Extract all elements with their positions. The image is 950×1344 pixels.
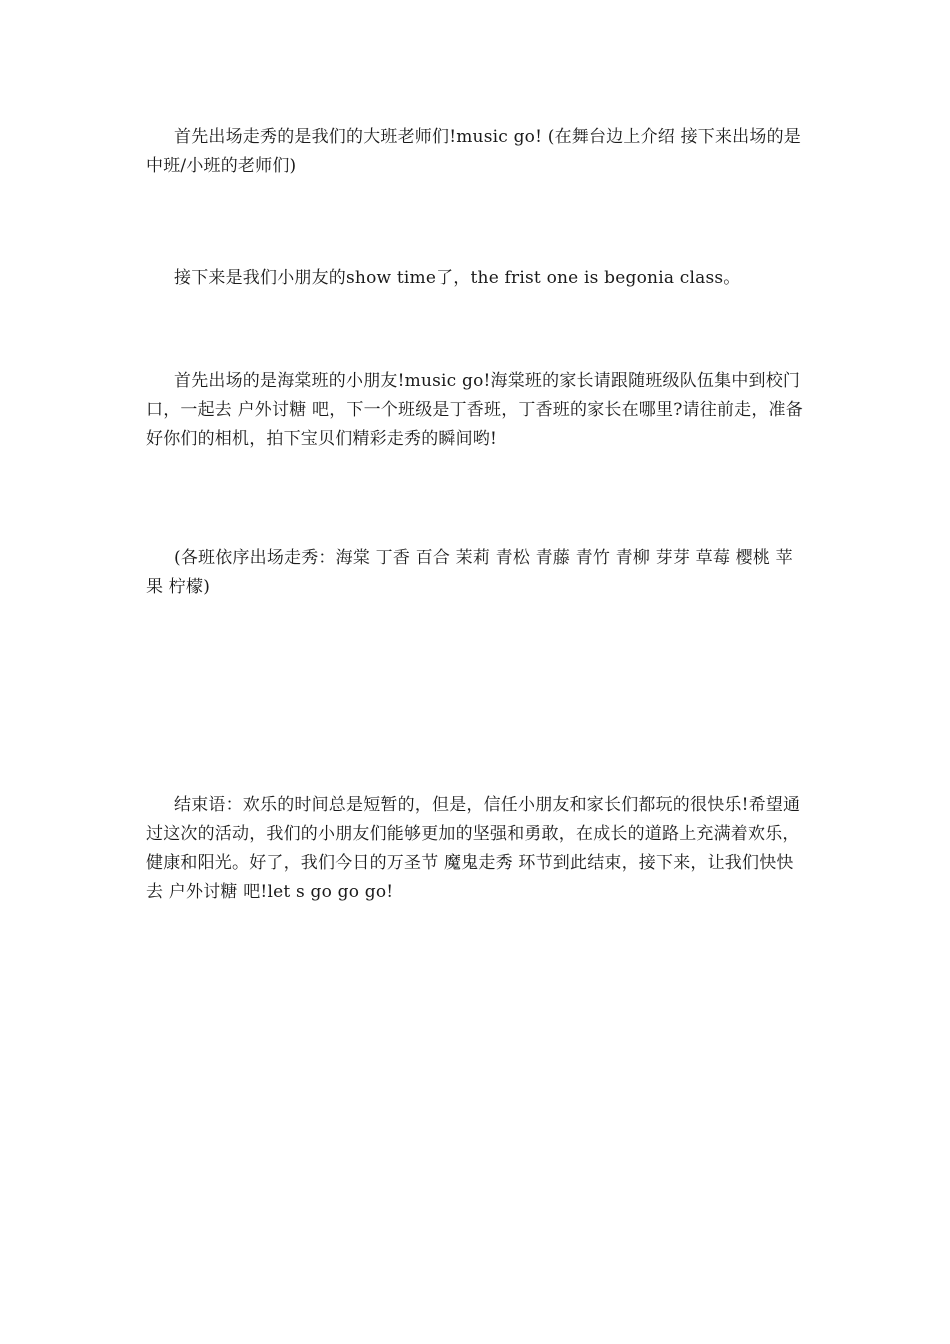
paragraph-closing-remarks: 结束语：欢乐的时间总是短暂的，但是，信任小朋友和家长们都玩的很快乐!希望通过这次的活动，我们的小朋友们能够更加的坚强和勇敢，在成长的道路上充满着欢乐，健康和阳光。好了，我们今日的万圣节 魔鬼走秀 环节到此结束，接下来，让我们快快去 户外讨糖 吧!let s go go go!: [146, 795, 801, 902]
paragraph-show-time: 接下来是我们小朋友的show time了，the frist one is begonia class。: [174, 268, 741, 288]
paragraph-teacher-runway: 首先出场走秀的是我们的大班老师们!music go! (在舞台边上介绍 接下来出场的是中班/小班的老师们): [146, 127, 801, 176]
paragraph-begonia-class: 首先出场的是海棠班的小朋友!music go!海棠班的家长请跟随班级队伍集中到校门口，一起去 户外讨糖 吧，下一个班级是丁香班，丁香班的家长在哪里?请往前走，准备好你们的相机，拍下宝贝们精彩走秀的瞬间哟!: [146, 371, 803, 449]
paragraph-class-order: (各班依序出场走秀：海棠 丁香 百合 茉莉 青松 青藤 青竹 青柳 芽芽 草莓 樱桃 苹果 柠檬): [146, 548, 793, 597]
